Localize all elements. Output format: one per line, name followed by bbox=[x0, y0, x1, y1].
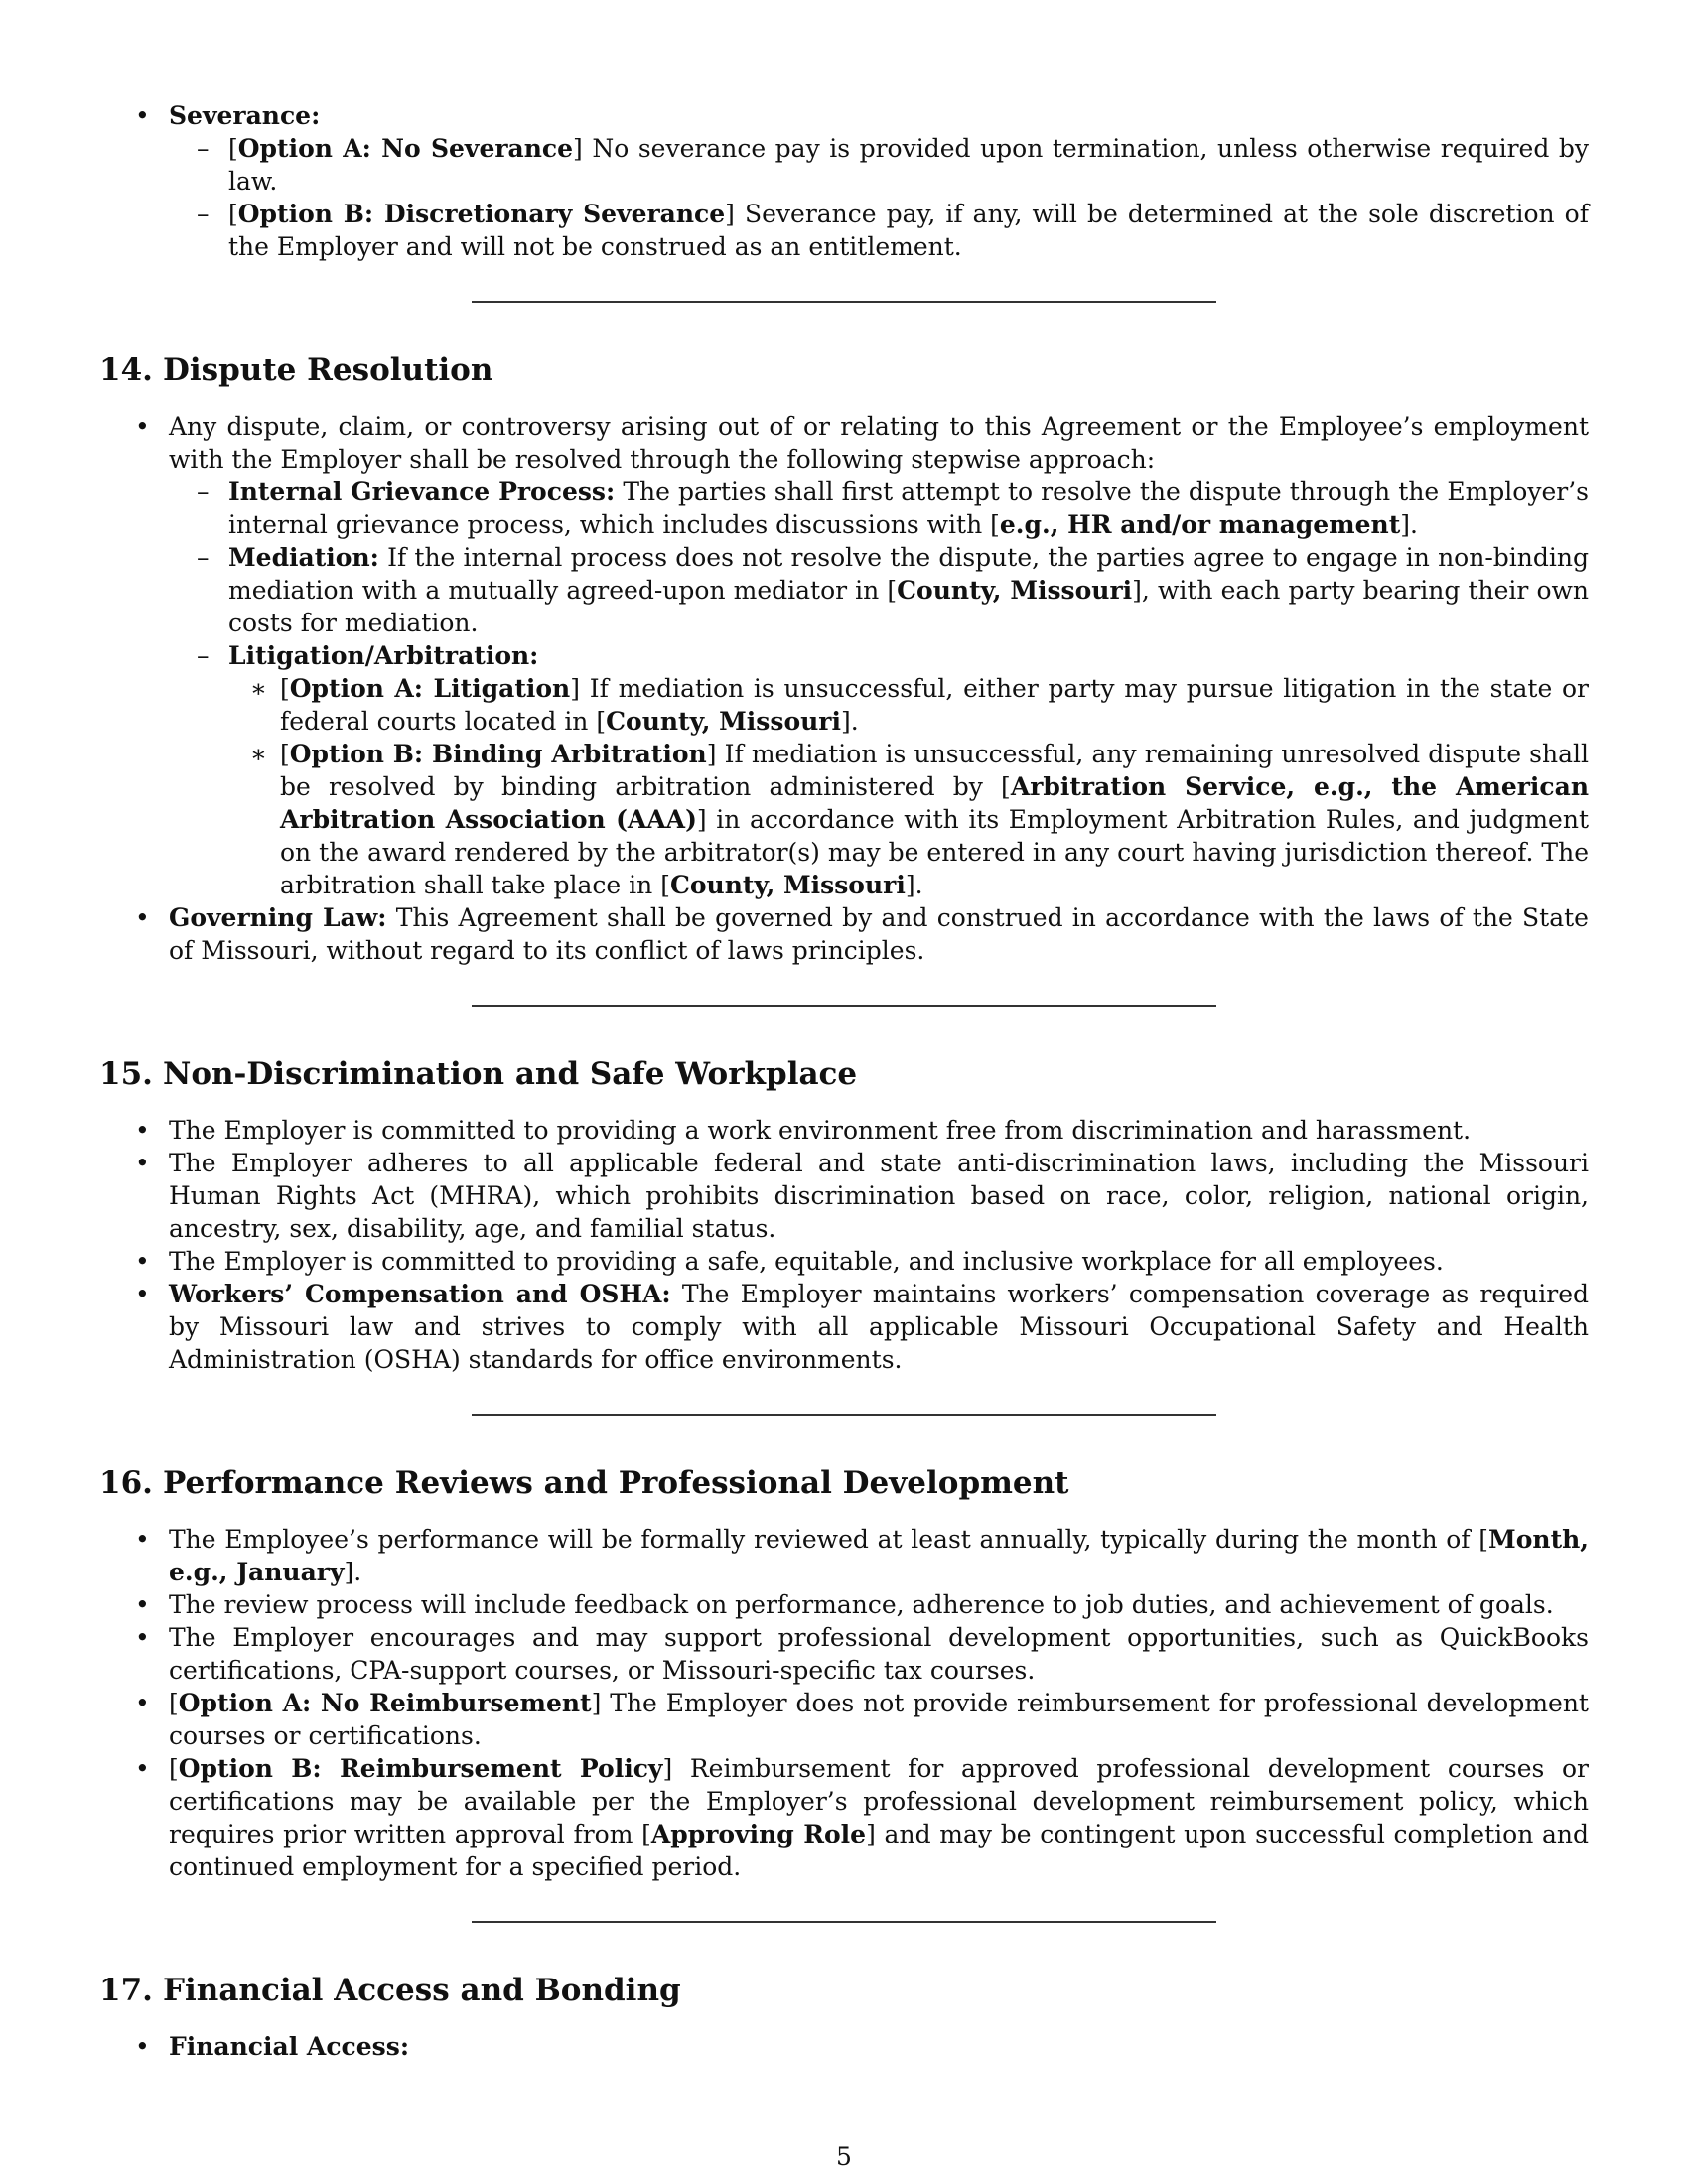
severance-title: Severance: bbox=[169, 101, 321, 130]
section-heading-17: 17. Financial Access and Bonding bbox=[99, 1973, 681, 2008]
bullet-icon: • bbox=[135, 1623, 150, 1652]
dispute-intro: Any dispute, claim, or controversy arising out of or relating to this Agreement or the Employee’s employment with the Employer shall be resolved through the following stepwise approach: bbox=[169, 412, 1589, 474]
bullet-icon: • bbox=[135, 1247, 150, 1276]
list-item: • The Employer adheres to all applicable federal and state anti-discrimination laws, including the Missouri Human Rights Act (MHRA), which prohibits discrimination based on race, color, religion, national origin, ancestry, sex, disability, age, and familial status. bbox=[135, 1149, 1589, 1243]
severance-option-a: – [Option A: No Severance] No severance pay is provided upon termination, unless otherwise required by law. bbox=[197, 134, 1590, 196]
bullet-icon: • bbox=[135, 1280, 150, 1308]
bullet-icon: • bbox=[135, 1149, 150, 1177]
list-item: • The Employer is committed to providing a work environment free from discrimination and harassment. bbox=[135, 1116, 1472, 1145]
list-item: • [Option B: Reimbursement Policy] Reimbursement for approved professional development courses or certifications may be available per the Employer’s professional development reimbursement policy, which requires prior written approval from [Approving Role] and may be contingent upon successful completion and continued employment for a specified period. bbox=[135, 1754, 1590, 1881]
option-text: No severance pay is provided upon termination, unless otherwise required by law. bbox=[228, 134, 1590, 196]
bullet-icon: • bbox=[135, 2032, 150, 2061]
list-item: • The review process will include feedback on performance, adherence to job duties, and achievement of goals. bbox=[135, 1590, 1554, 1619]
bullet-icon: • bbox=[135, 903, 150, 932]
section-divider bbox=[472, 1005, 1216, 1007]
mediation-item: – Mediation: If the internal process does not resolve the dispute, the parties agree to engage in non-binding mediation with a mutually agreed-upon mediator in [County, Missouri], with each party bearing their own costs for mediation. bbox=[197, 543, 1589, 637]
list-item: • The Employee’s performance will be formally reviewed at least annually, typically during the month of [Month, e.g., January]. bbox=[135, 1525, 1589, 1586]
option-text: Severance pay, if any, will be determined at the sole discretion of the Employer and will not be construed as an entitlement. bbox=[228, 200, 1589, 261]
internal-grievance-item: – Internal Grievance Process: The parties shall first attempt to resolve the dispute through the Employer’s internal grievance process, which includes discussions with [e.g., HR and/or management]. bbox=[197, 478, 1589, 539]
page-number: 5 bbox=[836, 2142, 852, 2171]
severance-option-b: – [Option B: Discretionary Severance] Severance pay, if any, will be determined at the sole discretion of the Employer and will not be construed as an entitlement. bbox=[197, 200, 1589, 261]
bullet-icon: • bbox=[135, 101, 150, 130]
bullet-icon: • bbox=[135, 412, 150, 441]
arbitration-option-b: ∗ [Option B: Binding Arbitration] If mediation is unsuccessful, any remaining unresolved dispute shall be resolved by binding arbitration administered by [Arbitration Service, e.g., the American Arbitration Association (AAA)] in accordance with its Employment Arbitration Rules, and judgment on the award rendered by the arbitrator(s) may be entered in any court having jurisdiction thereof. The arbitration shall take place in [County, Missouri]. bbox=[250, 740, 1589, 899]
dash-icon: – bbox=[197, 478, 210, 506]
option-label: Option B: Discretionary Severance bbox=[237, 200, 726, 228]
section-heading-15: 15. Non-Discrimination and Safe Workplace bbox=[99, 1056, 858, 1092]
asterisk-icon: ∗ bbox=[250, 740, 267, 768]
dash-icon: – bbox=[197, 200, 210, 228]
bullet-icon: • bbox=[135, 1116, 150, 1145]
severance-item bbox=[99, 99, 1589, 132]
dash-icon: – bbox=[197, 641, 210, 670]
litigation-option-a: ∗ [Option A: Litigation] If mediation is unsuccessful, either party may pursue litigation in the state or federal courts located in [County, Missouri]. bbox=[250, 674, 1589, 736]
option-label: Option A: No Severance bbox=[237, 134, 574, 163]
section-heading-16: 16. Performance Reviews and Professional Development bbox=[99, 1465, 1069, 1501]
bullet-icon: • bbox=[135, 1754, 150, 1783]
bullet-icon: • bbox=[135, 1525, 150, 1554]
bullet-icon: • bbox=[135, 1590, 150, 1619]
governing-law-item: • Governing Law: This Agreement shall be governed by and construed in accordance with the laws of the State of Missouri, without regard to its conflict of laws principles. bbox=[135, 903, 1589, 965]
dash-icon: – bbox=[197, 543, 210, 572]
asterisk-icon: ∗ bbox=[250, 674, 267, 703]
list-item: • [Option A: No Reimbursement] The Employer does not provide reimbursement for professional development courses or certifications. bbox=[135, 1689, 1589, 1750]
dash-icon: – bbox=[197, 134, 210, 163]
list-item: • The Employer encourages and may support professional development opportunities, such as QuickBooks certifications, CPA-support courses, or Missouri-specific tax courses. bbox=[135, 1623, 1589, 1685]
section-divider bbox=[472, 1414, 1216, 1416]
section-heading-14: 14. Dispute Resolution bbox=[99, 352, 493, 388]
bullet-icon: • bbox=[135, 1689, 150, 1717]
list-item: • Workers’ Compensation and OSHA: The Employer maintains workers’ compensation coverage as required by Missouri law and strives to comply with all applicable Missouri Occupational Safety and Health Administration (OSHA) standards for office environments. bbox=[135, 1280, 1589, 1374]
litigation-arbitration-item: – Litigation/Arbitration: bbox=[197, 641, 539, 670]
section-divider bbox=[472, 301, 1216, 303]
section-divider bbox=[472, 1921, 1216, 1923]
list-item: • The Employer is committed to providing a safe, equitable, and inclusive workplace for all employees. bbox=[135, 1247, 1444, 1276]
dispute-intro-item bbox=[99, 410, 1589, 476]
list-item: • Financial Access: bbox=[135, 2032, 410, 2061]
document-page bbox=[99, 99, 1589, 2063]
